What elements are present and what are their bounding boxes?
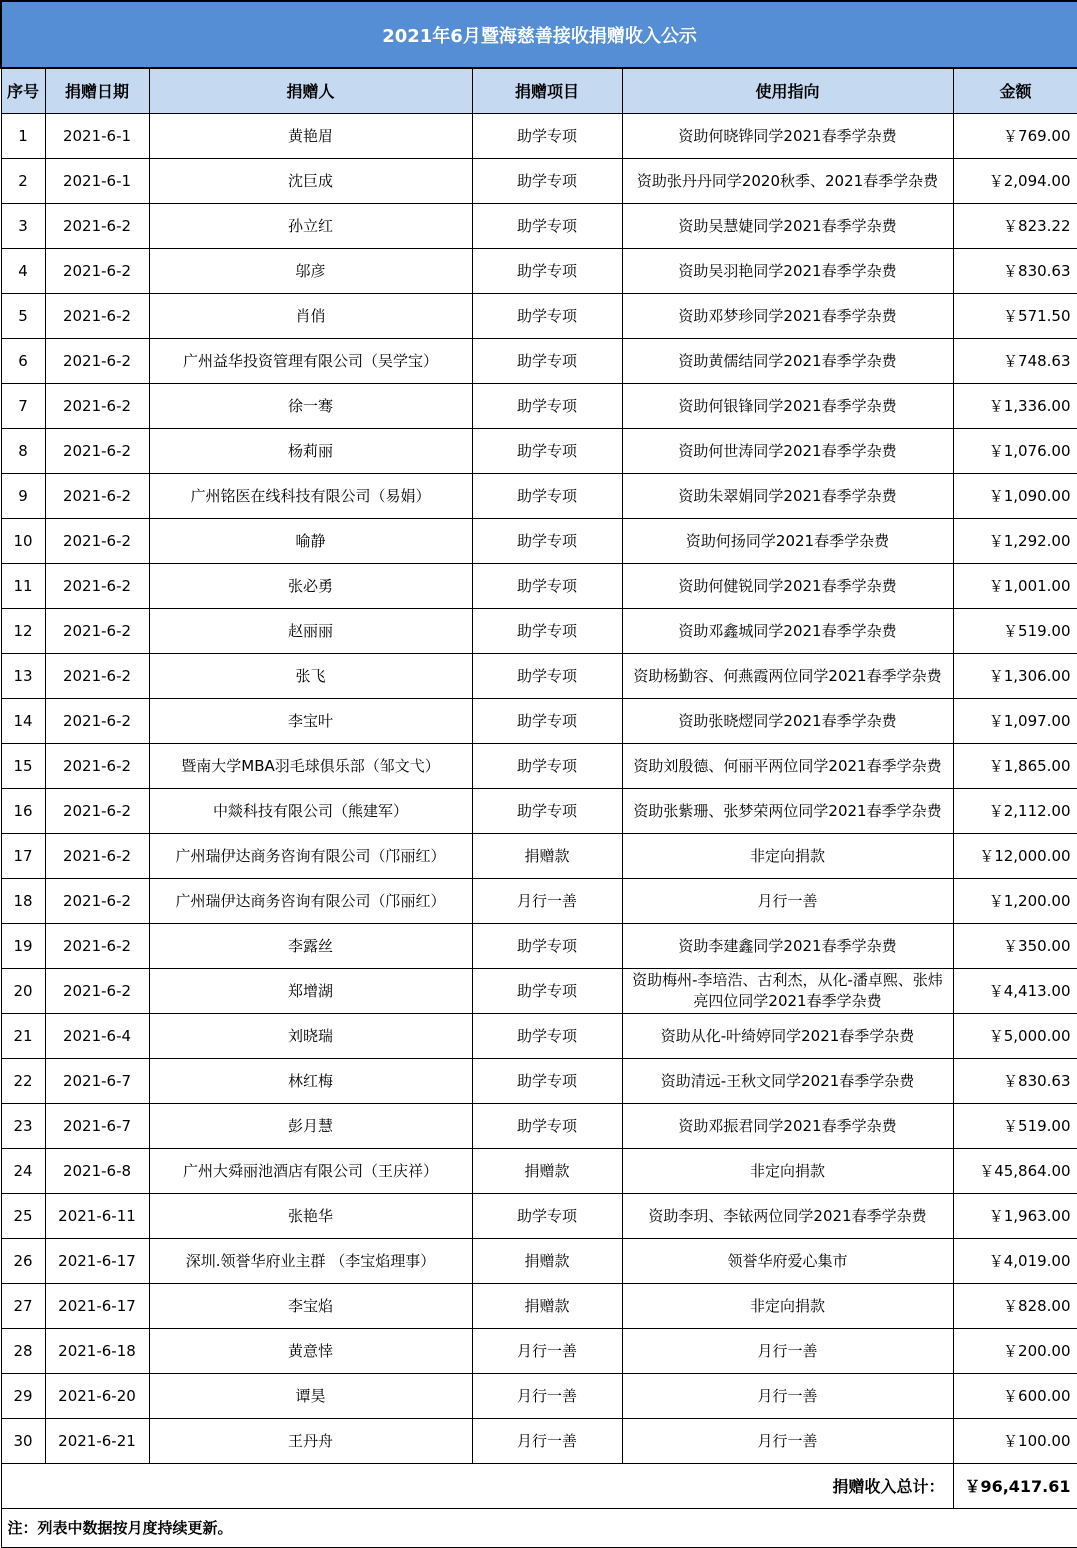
cell-amount: ￥600.00 — [953, 1373, 1077, 1418]
total-row — [1, 1463, 1077, 1508]
table-row — [1, 428, 1077, 473]
cell-date: 2021-6-2 — [45, 203, 149, 248]
cell-no: 22 — [1, 1058, 45, 1103]
cell-purpose: 非定向捐款 — [622, 1283, 953, 1328]
table-row — [1, 338, 1077, 383]
cell-date: 2021-6-17 — [45, 1283, 149, 1328]
cell-purpose: 资助何健锐同学2021春季学杂费 — [622, 563, 953, 608]
cell-no: 21 — [1, 1013, 45, 1058]
cell-date: 2021-6-2 — [45, 338, 149, 383]
cell-date: 2021-6-21 — [45, 1418, 149, 1463]
cell-amount: ￥1,336.00 — [953, 383, 1077, 428]
cell-amount: ￥830.63 — [953, 248, 1077, 293]
cell-donor: 林红梅 — [149, 1058, 472, 1103]
cell-purpose: 资助邓梦珍同学2021春季学杂费 — [622, 293, 953, 338]
table-row — [1, 878, 1077, 923]
cell-amount: ￥1,076.00 — [953, 428, 1077, 473]
cell-purpose: 资助黄儒结同学2021春季学杂费 — [622, 338, 953, 383]
cell-date: 2021-6-2 — [45, 248, 149, 293]
table-row — [1, 608, 1077, 653]
cell-project: 捐赠款 — [472, 1238, 622, 1283]
cell-donor: 广州瑞伊达商务咨询有限公司（邝丽红） — [149, 878, 472, 923]
cell-amount: ￥828.00 — [953, 1283, 1077, 1328]
cell-project: 助学专项 — [472, 383, 622, 428]
cell-amount: ￥200.00 — [953, 1328, 1077, 1373]
cell-donor: 广州瑞伊达商务咨询有限公司（邝丽红） — [149, 833, 472, 878]
cell-no: 26 — [1, 1238, 45, 1283]
cell-project: 助学专项 — [472, 1103, 622, 1148]
cell-purpose: 非定向捐款 — [622, 833, 953, 878]
cell-no: 30 — [1, 1418, 45, 1463]
cell-no: 3 — [1, 203, 45, 248]
cell-donor: 张艳华 — [149, 1193, 472, 1238]
cell-project: 助学专项 — [472, 158, 622, 203]
cell-date: 2021-6-7 — [45, 1103, 149, 1148]
cell-amount: ￥4,413.00 — [953, 968, 1077, 1013]
cell-project: 月行一善 — [472, 1328, 622, 1373]
cell-no: 18 — [1, 878, 45, 923]
cell-date: 2021-6-2 — [45, 968, 149, 1013]
cell-donor: 广州益华投资管理有限公司（吴学宝） — [149, 338, 472, 383]
cell-donor: 邬彦 — [149, 248, 472, 293]
cell-date: 2021-6-7 — [45, 1058, 149, 1103]
cell-project: 助学专项 — [472, 968, 622, 1013]
header-project: 捐赠项目 — [472, 68, 622, 113]
cell-amount: ￥519.00 — [953, 608, 1077, 653]
cell-no: 5 — [1, 293, 45, 338]
cell-no: 17 — [1, 833, 45, 878]
cell-purpose: 资助清远-王秋文同学2021春季学杂费 — [622, 1058, 953, 1103]
cell-date: 2021-6-2 — [45, 293, 149, 338]
table-row — [1, 1328, 1077, 1373]
cell-no: 7 — [1, 383, 45, 428]
cell-no: 19 — [1, 923, 45, 968]
cell-project: 助学专项 — [472, 518, 622, 563]
table-row — [1, 473, 1077, 518]
cell-amount: ￥5,000.00 — [953, 1013, 1077, 1058]
cell-no: 13 — [1, 653, 45, 698]
cell-date: 2021-6-2 — [45, 788, 149, 833]
cell-project: 助学专项 — [472, 338, 622, 383]
table-row — [1, 1058, 1077, 1103]
cell-donor: 孙立红 — [149, 203, 472, 248]
cell-project: 月行一善 — [472, 1373, 622, 1418]
cell-project: 助学专项 — [472, 428, 622, 473]
cell-donor: 中燚科技有限公司（熊建军） — [149, 788, 472, 833]
cell-purpose: 月行一善 — [622, 878, 953, 923]
cell-date: 2021-6-2 — [45, 653, 149, 698]
cell-no: 6 — [1, 338, 45, 383]
table-row — [1, 203, 1077, 248]
cell-no: 1 — [1, 113, 45, 158]
cell-amount: ￥1,200.00 — [953, 878, 1077, 923]
cell-amount: ￥830.63 — [953, 1058, 1077, 1103]
cell-no: 25 — [1, 1193, 45, 1238]
cell-donor: 广州铭医在线科技有限公司（易娟） — [149, 473, 472, 518]
cell-donor: 彭月慧 — [149, 1103, 472, 1148]
cell-no: 9 — [1, 473, 45, 518]
cell-amount: ￥1,097.00 — [953, 698, 1077, 743]
cell-project: 助学专项 — [472, 1193, 622, 1238]
cell-project: 助学专项 — [472, 1058, 622, 1103]
cell-date: 2021-6-2 — [45, 563, 149, 608]
cell-amount: ￥1,963.00 — [953, 1193, 1077, 1238]
cell-donor: 广州大舜丽池酒店有限公司（王庆祥） — [149, 1148, 472, 1193]
cell-date: 2021-6-17 — [45, 1238, 149, 1283]
table-row — [1, 743, 1077, 788]
cell-no: 16 — [1, 788, 45, 833]
cell-purpose: 领誉华府爱心集市 — [622, 1238, 953, 1283]
cell-amount: ￥1,306.00 — [953, 653, 1077, 698]
cell-date: 2021-6-2 — [45, 428, 149, 473]
note-row — [1, 1508, 1077, 1547]
cell-date: 2021-6-2 — [45, 878, 149, 923]
cell-donor: 沈巨成 — [149, 158, 472, 203]
cell-date: 2021-6-2 — [45, 473, 149, 518]
cell-no: 20 — [1, 968, 45, 1013]
cell-donor: 黄意悻 — [149, 1328, 472, 1373]
cell-no: 11 — [1, 563, 45, 608]
cell-donor: 郑增湖 — [149, 968, 472, 1013]
table-row — [1, 293, 1077, 338]
cell-amount: ￥1,001.00 — [953, 563, 1077, 608]
table-row — [1, 1103, 1077, 1148]
cell-amount: ￥823.22 — [953, 203, 1077, 248]
cell-purpose: 资助何银锋同学2021春季学杂费 — [622, 383, 953, 428]
cell-purpose: 资助杨勤容、何燕霞两位同学2021春季学杂费 — [622, 653, 953, 698]
table-row — [1, 1013, 1077, 1058]
cell-amount: ￥45,864.00 — [953, 1148, 1077, 1193]
cell-donor: 杨莉丽 — [149, 428, 472, 473]
cell-donor: 徐一骞 — [149, 383, 472, 428]
header-date: 捐赠日期 — [45, 68, 149, 113]
cell-donor: 喻静 — [149, 518, 472, 563]
table-row — [1, 653, 1077, 698]
cell-project: 助学专项 — [472, 203, 622, 248]
table-row — [1, 1148, 1077, 1193]
cell-amount: ￥748.63 — [953, 338, 1077, 383]
cell-date: 2021-6-1 — [45, 113, 149, 158]
header-donor: 捐赠人 — [149, 68, 472, 113]
cell-date: 2021-6-2 — [45, 743, 149, 788]
cell-project: 助学专项 — [472, 698, 622, 743]
cell-purpose: 资助邓鑫城同学2021春季学杂费 — [622, 608, 953, 653]
cell-purpose: 资助邓振君同学2021春季学杂费 — [622, 1103, 953, 1148]
cell-no: 29 — [1, 1373, 45, 1418]
cell-purpose: 月行一善 — [622, 1418, 953, 1463]
cell-donor: 肖俏 — [149, 293, 472, 338]
table-row — [1, 113, 1077, 158]
header-purpose: 使用指向 — [622, 68, 953, 113]
table-row — [1, 788, 1077, 833]
cell-no: 14 — [1, 698, 45, 743]
table-row — [1, 1373, 1077, 1418]
cell-amount: ￥100.00 — [953, 1418, 1077, 1463]
cell-donor: 王丹舟 — [149, 1418, 472, 1463]
cell-no: 12 — [1, 608, 45, 653]
cell-donor: 赵丽丽 — [149, 608, 472, 653]
cell-no: 2 — [1, 158, 45, 203]
cell-donor: 暨南大学MBA羽毛球俱乐部（邹文弋） — [149, 743, 472, 788]
cell-date: 2021-6-2 — [45, 923, 149, 968]
cell-date: 2021-6-1 — [45, 158, 149, 203]
cell-donor: 张飞 — [149, 653, 472, 698]
table-row — [1, 248, 1077, 293]
cell-date: 2021-6-8 — [45, 1148, 149, 1193]
cell-project: 助学专项 — [472, 923, 622, 968]
cell-no: 23 — [1, 1103, 45, 1148]
table-row — [1, 1283, 1077, 1328]
table-row — [1, 563, 1077, 608]
cell-no: 27 — [1, 1283, 45, 1328]
table-row — [1, 968, 1077, 1013]
cell-date: 2021-6-11 — [45, 1193, 149, 1238]
cell-project: 助学专项 — [472, 743, 622, 788]
cell-purpose: 资助何世涛同学2021春季学杂费 — [622, 428, 953, 473]
cell-amount: ￥769.00 — [953, 113, 1077, 158]
cell-amount: ￥2,094.00 — [953, 158, 1077, 203]
cell-project: 捐赠款 — [472, 1148, 622, 1193]
cell-project: 助学专项 — [472, 1013, 622, 1058]
table-row — [1, 1193, 1077, 1238]
cell-donor: 李露丝 — [149, 923, 472, 968]
cell-project: 月行一善 — [472, 1418, 622, 1463]
cell-donor: 李宝焰 — [149, 1283, 472, 1328]
header-no: 序号 — [1, 68, 45, 113]
cell-project: 月行一善 — [472, 878, 622, 923]
cell-amount: ￥12,000.00 — [953, 833, 1077, 878]
cell-amount: ￥571.50 — [953, 293, 1077, 338]
cell-purpose: 资助张紫珊、张梦荣两位同学2021春季学杂费 — [622, 788, 953, 833]
cell-donor: 刘晓瑞 — [149, 1013, 472, 1058]
cell-amount: ￥4,019.00 — [953, 1238, 1077, 1283]
cell-date: 2021-6-18 — [45, 1328, 149, 1373]
cell-project: 助学专项 — [472, 788, 622, 833]
cell-donor: 谭昊 — [149, 1373, 472, 1418]
cell-purpose: 资助吴羽艳同学2021春季学杂费 — [622, 248, 953, 293]
header-row — [1, 68, 1077, 113]
cell-no: 24 — [1, 1148, 45, 1193]
cell-purpose: 资助何晓铧同学2021春季学杂费 — [622, 113, 953, 158]
cell-purpose: 资助梅州-李培浩、古利杰，从化-潘卓熙、张炜亮四位同学2021春季学杂费 — [622, 968, 953, 1013]
cell-project: 捐赠款 — [472, 833, 622, 878]
cell-purpose: 资助张丹丹同学2020秋季、2021春季学杂费 — [622, 158, 953, 203]
title-row — [1, 1, 1077, 68]
cell-date: 2021-6-2 — [45, 608, 149, 653]
table-row — [1, 518, 1077, 563]
cell-purpose: 月行一善 — [622, 1328, 953, 1373]
cell-amount: ￥350.00 — [953, 923, 1077, 968]
cell-project: 助学专项 — [472, 293, 622, 338]
cell-donor: 李宝叶 — [149, 698, 472, 743]
cell-amount: ￥1,865.00 — [953, 743, 1077, 788]
cell-no: 10 — [1, 518, 45, 563]
cell-no: 8 — [1, 428, 45, 473]
footnote: 注：列表中数据按月度持续更新。 — [1, 1508, 1077, 1547]
cell-date: 2021-6-20 — [45, 1373, 149, 1418]
header-amount: 金额 — [953, 68, 1077, 113]
cell-amount: ￥2,112.00 — [953, 788, 1077, 833]
cell-amount: ￥519.00 — [953, 1103, 1077, 1148]
table-row — [1, 923, 1077, 968]
cell-purpose: 资助李玥、李铱两位同学2021春季学杂费 — [622, 1193, 953, 1238]
cell-purpose: 资助朱翠娟同学2021春季学杂费 — [622, 473, 953, 518]
cell-date: 2021-6-2 — [45, 383, 149, 428]
cell-date: 2021-6-2 — [45, 698, 149, 743]
cell-project: 助学专项 — [472, 608, 622, 653]
cell-amount: ￥1,090.00 — [953, 473, 1077, 518]
table-row — [1, 158, 1077, 203]
table-row — [1, 698, 1077, 743]
total-label: 捐赠收入总计： — [1, 1463, 953, 1508]
cell-no: 28 — [1, 1328, 45, 1373]
cell-purpose: 资助刘殷德、何丽平两位同学2021春季学杂费 — [622, 743, 953, 788]
cell-project: 助学专项 — [472, 248, 622, 293]
cell-purpose: 资助张晓熤同学2021春季学杂费 — [622, 698, 953, 743]
table-row — [1, 833, 1077, 878]
cell-purpose: 非定向捐款 — [622, 1148, 953, 1193]
page-title: 2021年6月暨海慈善接收捐赠收入公示 — [1, 1, 1077, 68]
cell-no: 4 — [1, 248, 45, 293]
cell-purpose: 资助何扬同学2021春季学杂费 — [622, 518, 953, 563]
cell-no: 15 — [1, 743, 45, 788]
cell-date: 2021-6-2 — [45, 833, 149, 878]
cell-date: 2021-6-2 — [45, 518, 149, 563]
total-amount: ￥96,417.61 — [953, 1463, 1077, 1508]
table-row — [1, 1238, 1077, 1283]
cell-project: 捐赠款 — [472, 1283, 622, 1328]
cell-donor: 深圳.领誉华府业主群 （李宝焰理事） — [149, 1238, 472, 1283]
cell-purpose: 月行一善 — [622, 1373, 953, 1418]
cell-amount: ￥1,292.00 — [953, 518, 1077, 563]
cell-project: 助学专项 — [472, 113, 622, 158]
cell-purpose: 资助李建鑫同学2021春季学杂费 — [622, 923, 953, 968]
cell-donor: 张必勇 — [149, 563, 472, 608]
cell-project: 助学专项 — [472, 653, 622, 698]
table-row — [1, 1418, 1077, 1463]
cell-purpose: 资助吴慧婕同学2021春季学杂费 — [622, 203, 953, 248]
cell-donor: 黄艳眉 — [149, 113, 472, 158]
cell-project: 助学专项 — [472, 563, 622, 608]
cell-project: 助学专项 — [472, 473, 622, 518]
cell-purpose: 资助从化-叶绮婷同学2021春季学杂费 — [622, 1013, 953, 1058]
table-row — [1, 383, 1077, 428]
cell-date: 2021-6-4 — [45, 1013, 149, 1058]
